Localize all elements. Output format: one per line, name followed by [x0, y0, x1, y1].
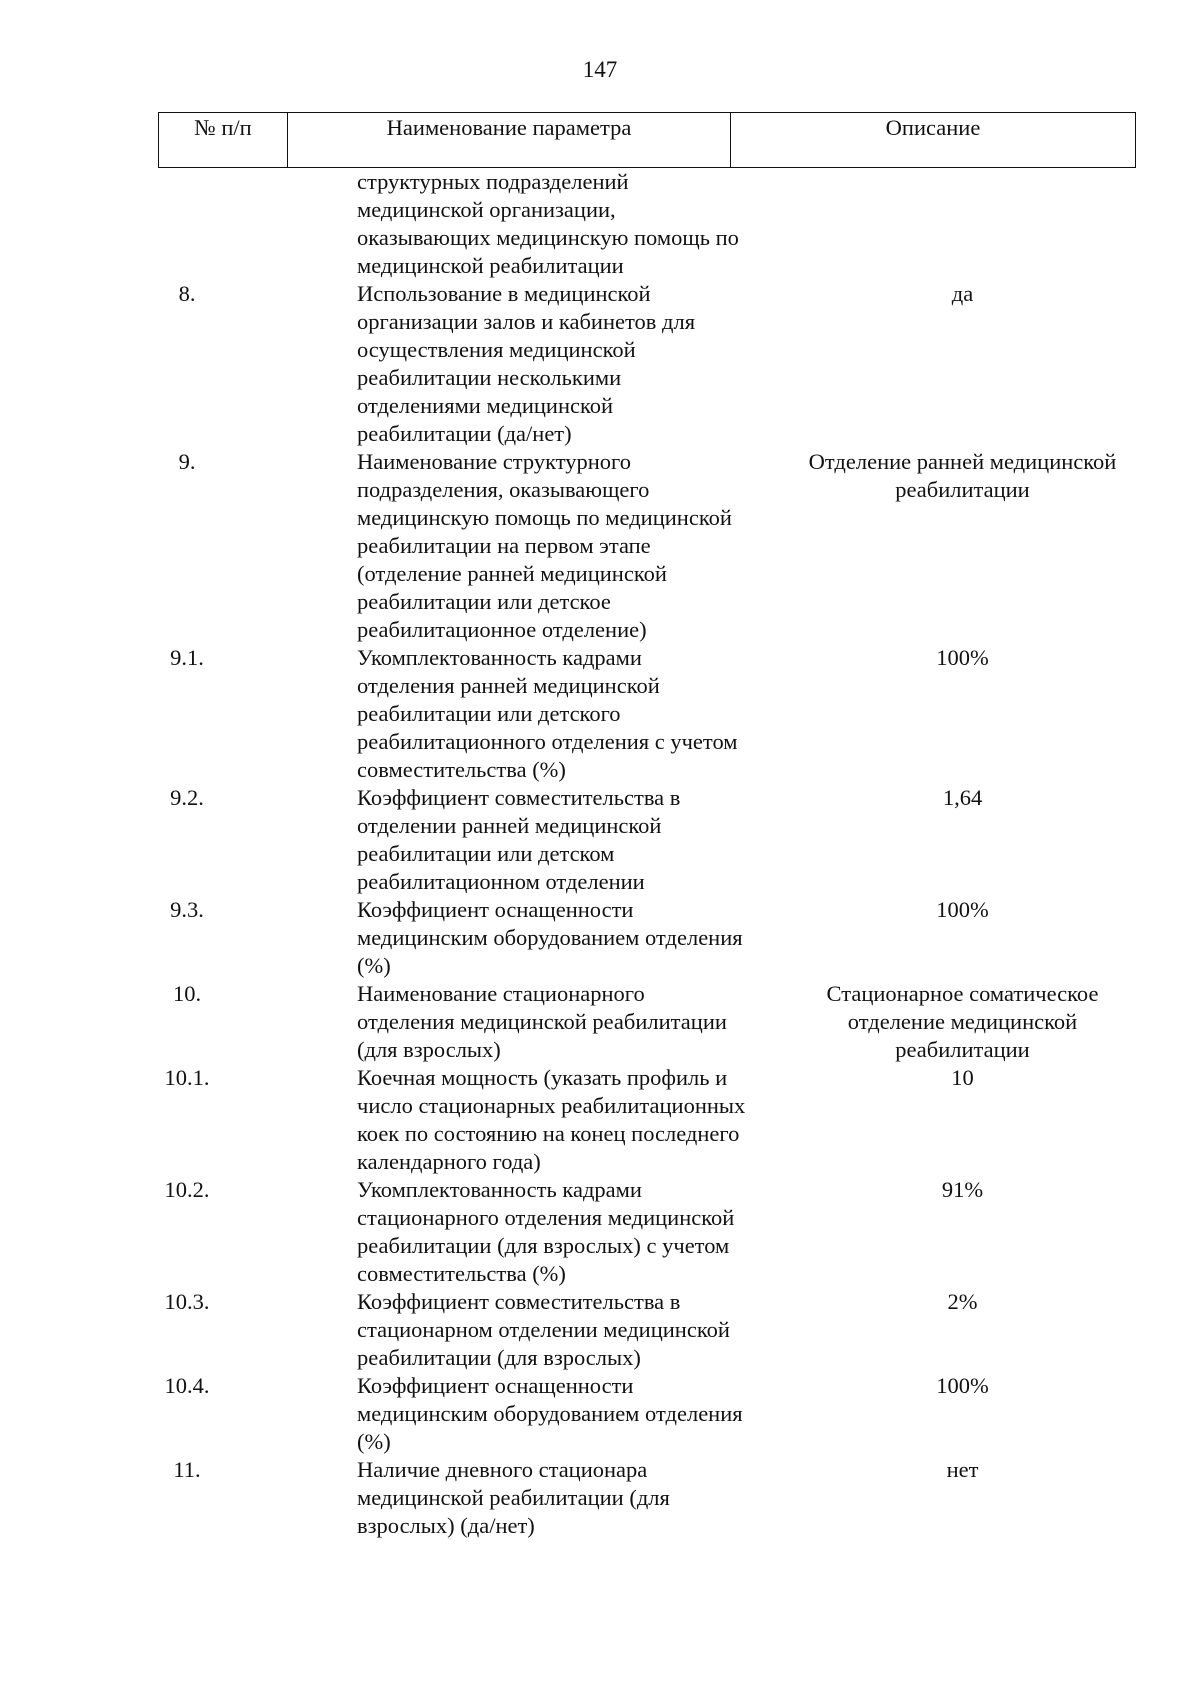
row-number	[158, 168, 216, 280]
parameter-line: реабилитации несколькими	[357, 365, 622, 390]
parameter-line: (отделение ранней медицинской	[357, 561, 667, 586]
parameter-line: реабилитации (да/нет)	[357, 421, 572, 446]
parameter-name	[216, 896, 743, 980]
parameter-line: реабилитации на первом этапе	[357, 533, 651, 558]
table-body	[158, 168, 1136, 1540]
table-row	[158, 1372, 1136, 1456]
parameter-description: 100%	[936, 645, 989, 670]
header-number: № п/п	[159, 113, 288, 167]
parameter-line: Коечная мощность (указать профиль и	[357, 1065, 728, 1090]
header-parameter-name: Наименование параметра	[288, 113, 731, 167]
row-number: 10.2.	[164, 1177, 210, 1202]
parameter-line: взрослых) (да/нет)	[357, 1513, 535, 1538]
parameter-line: Наименование структурного	[357, 449, 631, 474]
table-row	[158, 1064, 1136, 1176]
table-row	[158, 1288, 1136, 1372]
parameter-line: медицинским оборудованием отделения	[357, 925, 743, 950]
row-number: 10.4.	[164, 1373, 210, 1398]
parameter-name	[216, 1372, 743, 1456]
parameter-description: 91%	[941, 1177, 984, 1202]
parameter-line: календарного года)	[357, 1149, 541, 1174]
parameter-name	[216, 784, 681, 896]
parameter-line: осуществления медицинской	[357, 337, 636, 362]
parameter-description: Стационарное соматическое отделение медицинской реабилитации	[826, 981, 1099, 1062]
table-header	[158, 112, 1136, 168]
table-row	[158, 1176, 1136, 1288]
row-number: 10.3.	[164, 1289, 210, 1314]
parameter-description: 2%	[947, 1289, 978, 1314]
parameter-line: Укомплектованность кадрами	[357, 1177, 642, 1202]
parameter-line: отделениями медицинской	[357, 393, 614, 418]
parameter-line: медицинским оборудованием отделения	[357, 1401, 743, 1426]
parameter-name	[216, 1064, 746, 1176]
parameter-line: Наименование стационарного	[357, 981, 645, 1006]
parameter-line: Наличие дневного стационара	[357, 1457, 648, 1482]
parameter-name	[216, 980, 727, 1064]
parameter-line: реабилитации (для взрослых)	[357, 1345, 641, 1370]
parameter-line: Коэффициент оснащенности	[357, 1373, 634, 1398]
parameter-line: (%)	[357, 953, 391, 978]
parameter-line: совместительства (%)	[357, 757, 566, 782]
parameter-name	[216, 448, 732, 644]
parameter-name	[216, 1176, 735, 1288]
row-number: 9.3.	[170, 897, 204, 922]
row-number: 9.1.	[170, 645, 204, 670]
table-row	[158, 168, 1136, 280]
parameter-line: число стационарных реабилитационных	[357, 1093, 746, 1118]
row-number: 11.	[173, 1457, 201, 1482]
parameter-description: 100%	[936, 897, 989, 922]
parameter-line: совместительства (%)	[357, 1261, 566, 1286]
parameter-line: структурных подразделений	[357, 169, 629, 194]
parameter-name	[216, 1288, 730, 1372]
parameter-line: отделении ранней медицинской	[357, 813, 662, 838]
row-number: 8.	[178, 281, 196, 306]
parameter-name	[216, 280, 696, 448]
parameter-description: да	[951, 281, 974, 306]
parameter-line: реабилитации или детского	[357, 701, 621, 726]
table-row	[158, 644, 1136, 784]
parameter-line: реабилитации или детское	[357, 589, 611, 614]
parameter-line: Коэффициент совместительства в	[357, 1289, 681, 1314]
parameter-line: медицинской организации,	[357, 197, 616, 222]
parameter-line: реабилитации (для взрослых) с учетом	[357, 1233, 730, 1258]
header-description: Описание	[885, 115, 981, 140]
parameter-line: медицинскую помощь по медицинской	[357, 505, 732, 530]
parameter-description: нет	[946, 1457, 979, 1482]
parameter-line: отделения ранней медицинской	[357, 673, 660, 698]
parameter-line: (для взрослых)	[357, 1037, 501, 1062]
parameter-name	[216, 1456, 670, 1540]
parameter-line: реабилитационное отделение)	[357, 617, 647, 642]
parameter-line: Коэффициент оснащенности	[357, 897, 634, 922]
parameter-line: медицинской реабилитации	[357, 253, 624, 278]
parameter-line: медицинской реабилитации (для	[357, 1485, 670, 1510]
table-row	[158, 1456, 1136, 1540]
parameter-description: Отделение ранней медицинской реабилитации	[808, 449, 1117, 502]
parameter-line: реабилитации или детском	[357, 841, 615, 866]
parameter-line: подразделения, оказывающего	[357, 477, 650, 502]
parameter-line: реабилитационном отделении	[357, 869, 645, 894]
parameter-line: отделения медицинской реабилитации	[357, 1009, 727, 1034]
row-number: 10.	[172, 981, 202, 1006]
parameter-line: оказывающих медицинскую помощь по	[357, 225, 739, 250]
parameter-name	[216, 168, 739, 280]
parameters-table	[158, 112, 1136, 1540]
parameter-line: реабилитационного отделения с учетом	[357, 729, 738, 754]
row-number: 9.2.	[170, 785, 204, 810]
parameter-line: стационарного отделения медицинской	[357, 1205, 735, 1230]
parameter-description: 10	[951, 1065, 974, 1090]
parameter-line: Использование в медицинской	[357, 281, 651, 306]
parameter-name	[216, 644, 738, 784]
table-row	[158, 784, 1136, 896]
parameter-line: коек по состоянию на конец последнего	[357, 1121, 740, 1146]
row-number: 10.1.	[164, 1065, 210, 1090]
table-row	[158, 448, 1136, 644]
page-number: 147	[582, 57, 618, 82]
row-number: 9.	[178, 449, 196, 474]
parameter-line: стационарном отделении медицинской	[357, 1317, 730, 1342]
table-row	[158, 896, 1136, 980]
parameter-line: (%)	[357, 1429, 391, 1454]
parameter-description: 100%	[936, 1373, 989, 1398]
table-row	[158, 280, 1136, 448]
parameter-line: Коэффициент совместительства в	[357, 785, 681, 810]
parameter-description: 1,64	[942, 785, 983, 810]
table-row	[158, 980, 1136, 1064]
parameter-line: Укомплектованность кадрами	[357, 645, 642, 670]
parameter-line: организации залов и кабинетов для	[357, 309, 696, 334]
